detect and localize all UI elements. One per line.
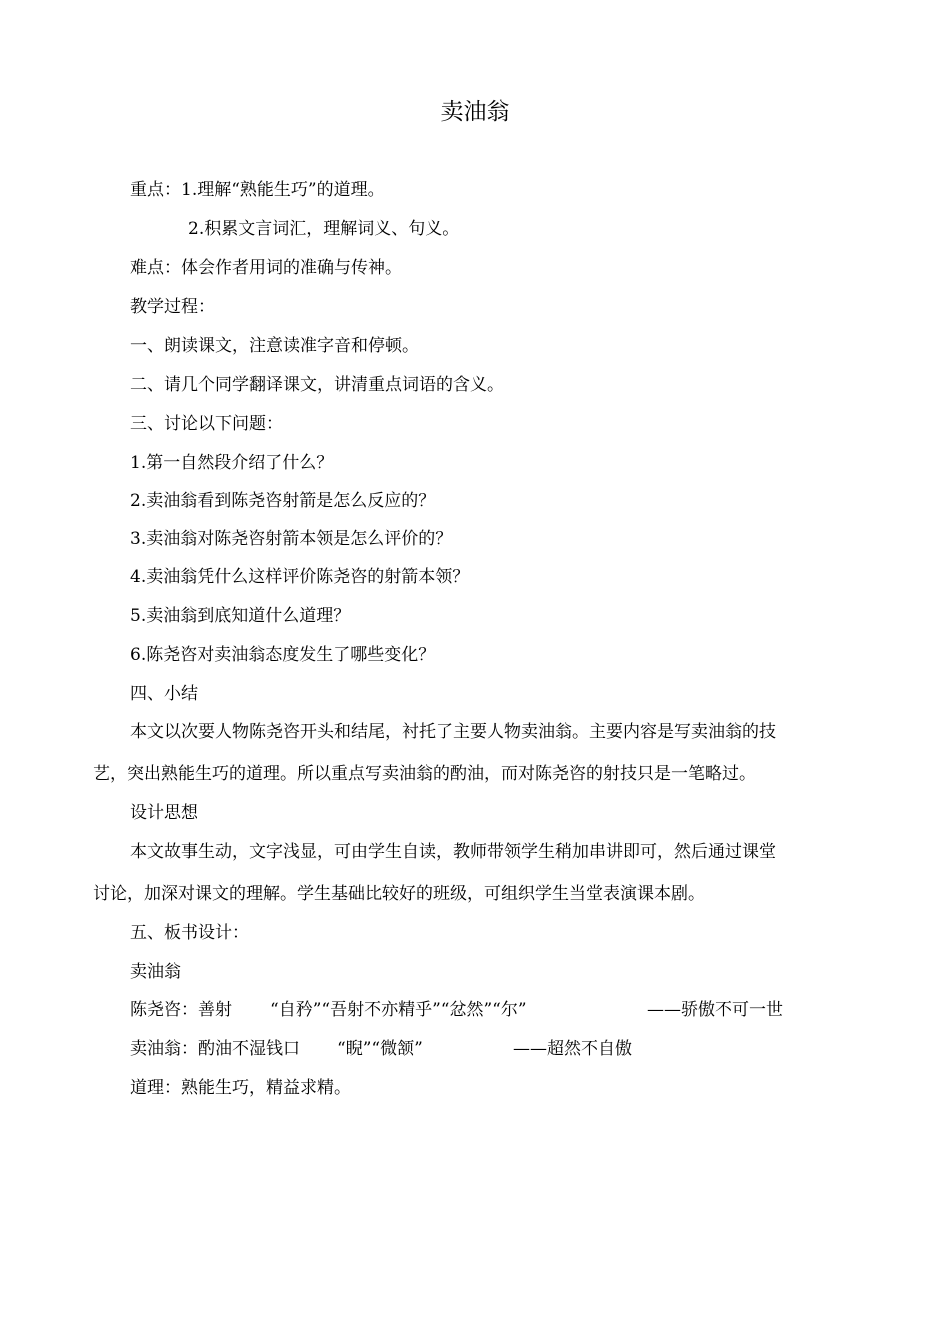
question-4: 4.卖油翁凭什么这样评价陈尧咨的射箭本领？	[130, 567, 470, 587]
board-chen-label: 陈尧咨：善射	[130, 1000, 232, 1020]
design-heading: 设计思想	[130, 803, 198, 823]
board-chen-quotes: “自矜”“吾射不亦精乎”“忿然”“尔”	[270, 1000, 527, 1020]
board-moral: 道理：熟能生巧，精益求精。	[130, 1078, 351, 1098]
question-5: 5.卖油翁到底知道什么道理？	[130, 606, 351, 626]
question-6: 6.陈尧咨对卖油翁态度发生了哪些变化？	[130, 645, 436, 665]
document-title: 卖油翁	[440, 99, 510, 125]
step-1: 一、朗读课文，注意读准字音和停顿。	[130, 336, 419, 356]
step-4: 四、小结	[130, 684, 198, 704]
question-1: 1.第一自然段介绍了什么？	[130, 453, 334, 473]
board-mai-quotes: “睨”“微颔”	[337, 1039, 423, 1059]
step-3: 三、讨论以下问题：	[130, 414, 283, 434]
key-points-line-2: 2.积累文言词汇，理解词义、句义。	[188, 219, 460, 239]
board-row-mai	[130, 1037, 830, 1061]
summary-line-2: 艺，突出熟能生巧的道理。所以重点写卖油翁的酌油，而对陈尧咨的射技只是一笔略过。	[93, 764, 756, 784]
question-2: 2.卖油翁看到陈尧咨射箭是怎么反应的？	[130, 491, 436, 511]
board-mai-label: 卖油翁：酌油不湿钱口	[130, 1039, 300, 1059]
step-2: 二、请几个同学翻译课文，讲清重点词语的含义。	[130, 375, 504, 395]
board-row-chen	[130, 998, 830, 1022]
design-line-2: 讨论，加深对课文的理解。学生基础比较好的班级，可组织学生当堂表演课本剧。	[93, 884, 705, 904]
question-3: 3.卖油翁对陈尧咨射箭本领是怎么评价的？	[130, 529, 453, 549]
design-line-1: 本文故事生动，文字浅显，可由学生自读，教师带领学生稍加串讲即可，然后通过课堂	[130, 842, 776, 862]
key-points-line-1: 重点：1.理解“熟能生巧”的道理。	[130, 180, 385, 200]
board-chen-result: ——骄傲不可一世	[647, 1000, 783, 1020]
difficulty-line: 难点：体会作者用词的准确与传神。	[130, 258, 402, 278]
board-title: 卖油翁	[130, 962, 181, 982]
summary-line-1: 本文以次要人物陈尧咨开头和结尾，衬托了主要人物卖油翁。主要内容是写卖油翁的技	[130, 722, 776, 742]
step-5: 五、板书设计：	[130, 923, 249, 943]
process-heading: 教学过程：	[130, 297, 215, 317]
board-mai-result: ——超然不自傲	[513, 1039, 632, 1059]
